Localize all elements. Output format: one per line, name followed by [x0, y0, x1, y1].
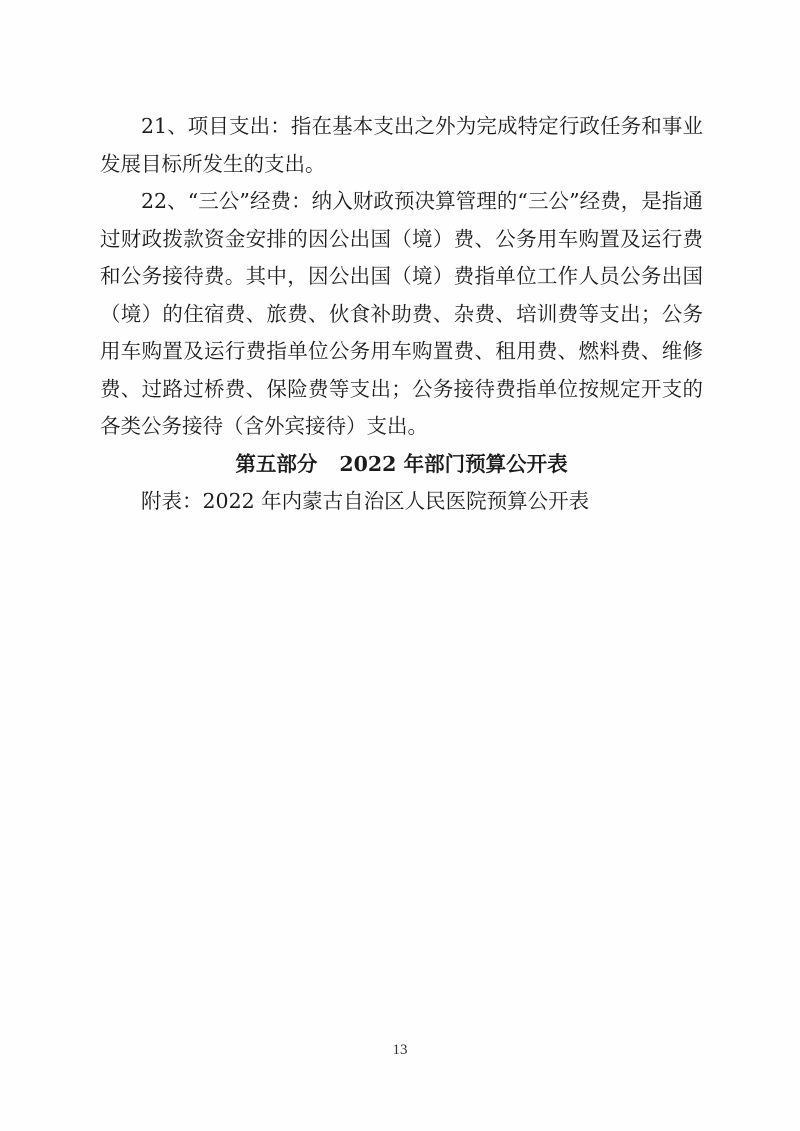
paragraph-project-expenditure: 21、项目支出：指在基本支出之外为完成特定行政任务和事业发展目标所发生的支出。 — [100, 114, 703, 176]
attachment-line: 附表：2022 年内蒙古自治区人民医院预算公开表 — [141, 489, 590, 513]
document-body — [100, 108, 703, 521]
paragraph-three-public-expenses: 22、“三公”经费：纳入财政预决算管理的“三公”经费，是指通过财政拨款资金安排的因公出国（境）费、公务用车购置及运行费和公务接待费。其中，因公出国（境）费指单位工作人员公务出国（境）的住宿费、旅费、伙食补助费、杂费、培训费等支出；公务用车购置及运行费指单位公务用车购置费、租用费、燃料费、维修费、过路过桥费、保险费等支出；公务接待费指单位按规定开支的各类公务接待（含外宾接待）支出。 — [100, 189, 703, 438]
section-heading — [100, 446, 703, 484]
section-title: 2022 年部门预算公开表 — [339, 451, 568, 476]
section-part-label: 第五部分 — [235, 451, 318, 476]
page-number: 13 — [392, 1042, 408, 1058]
